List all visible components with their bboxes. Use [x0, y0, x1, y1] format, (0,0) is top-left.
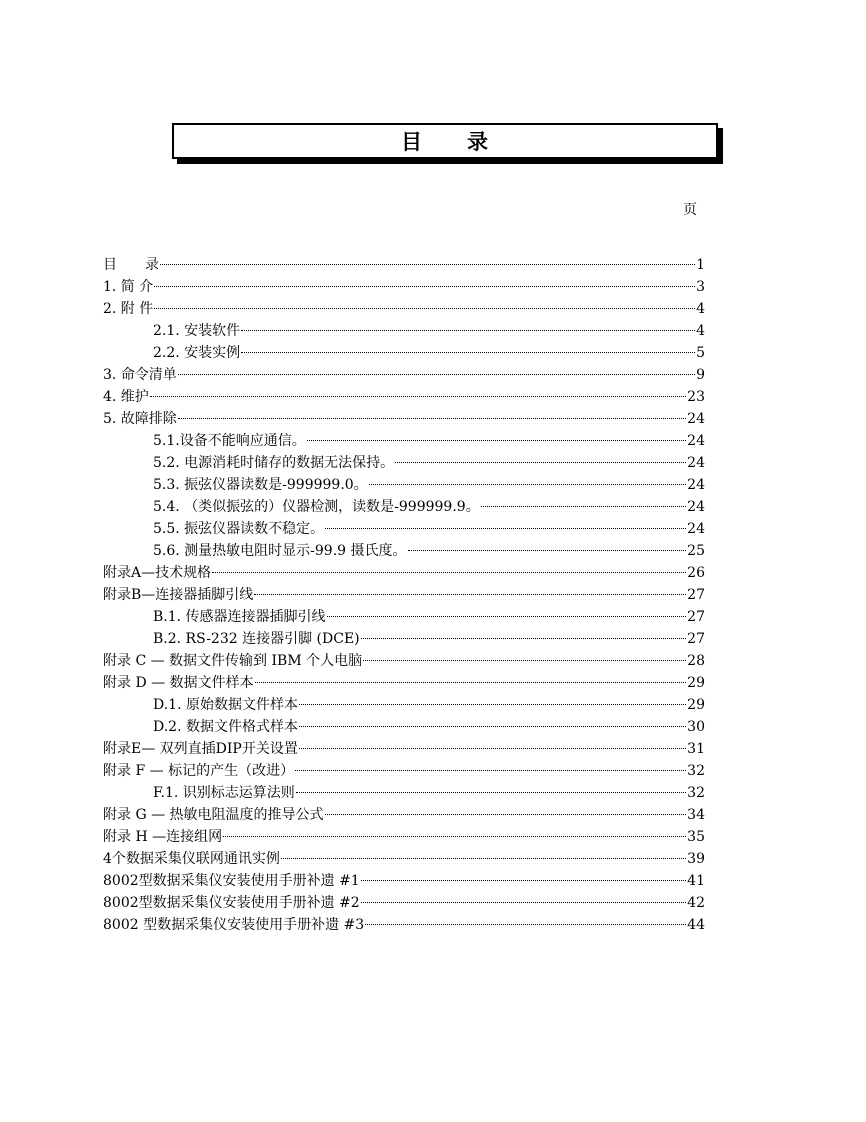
- toc-entry[interactable]: [103, 408, 705, 430]
- toc-entry[interactable]: [103, 518, 705, 540]
- toc-entry-title: 4. 维护: [103, 389, 149, 405]
- toc-entry[interactable]: [103, 870, 705, 892]
- toc-dot-leader: [255, 682, 687, 683]
- toc-dot-leader: [408, 550, 687, 551]
- toc-entry-title: 目 录: [103, 257, 159, 273]
- toc-entry-title: 8002型数据采集仪安装使用手册补遗 #1: [103, 873, 360, 889]
- toc-entry-page-number: 5: [696, 345, 705, 361]
- toc-entry-page-number: 4: [696, 301, 705, 317]
- toc-entry-title: 5. 故障排除: [103, 411, 177, 427]
- toc-entry-page-number: 42: [687, 895, 705, 911]
- toc-entry-page-number: 24: [687, 499, 705, 515]
- toc-dot-leader: [325, 528, 686, 529]
- toc-entry[interactable]: [103, 914, 705, 936]
- toc-entry[interactable]: [103, 760, 705, 782]
- toc-dot-leader: [369, 484, 686, 485]
- toc-entry[interactable]: [103, 782, 705, 804]
- toc-title-box: [172, 123, 718, 159]
- toc-entry-title: D.1. 原始数据文件样本: [153, 697, 298, 713]
- toc-entry-title: 附录 H —连接组网: [103, 829, 223, 845]
- toc-dot-leader: [223, 836, 686, 837]
- toc-entry-page-number: 9: [696, 367, 705, 383]
- toc-entry-page-number: 24: [687, 477, 705, 493]
- toc-entry[interactable]: [103, 562, 705, 584]
- toc-entry-title: F.1. 识别标志运算法则: [153, 785, 295, 801]
- toc-entry-title: D.2. 数据文件格式样本: [153, 719, 298, 735]
- toc-entry-page-number: 32: [687, 785, 705, 801]
- toc-entry[interactable]: [103, 628, 705, 650]
- toc-entry-title: 3. 命令清单: [103, 367, 177, 383]
- toc-dot-leader: [178, 374, 695, 375]
- toc-dot-leader: [481, 506, 686, 507]
- toc-dot-leader: [327, 616, 687, 617]
- toc-entry-title: 附录 G — 热敏电阻温度的推导公式: [103, 807, 324, 823]
- toc-dot-leader: [363, 660, 686, 661]
- toc-entry-title: 附录A—技术规格: [103, 565, 212, 581]
- toc-entry-page-number: 4: [696, 323, 705, 339]
- toc-dot-leader: [365, 924, 686, 925]
- toc-entry-page-number: 27: [687, 609, 705, 625]
- toc-entry[interactable]: [103, 474, 705, 496]
- toc-entry-title: B.2. RS-232 连接器引脚 (DCE): [153, 631, 360, 647]
- toc-entry-page-number: 24: [687, 433, 705, 449]
- toc-dot-leader: [361, 880, 686, 881]
- toc-entry-page-number: 35: [687, 829, 705, 845]
- toc-entry-page-number: 3: [696, 279, 705, 295]
- toc-entry-page-number: 23: [687, 389, 705, 405]
- toc-entry[interactable]: [103, 452, 705, 474]
- toc-dot-leader: [325, 814, 687, 815]
- toc-entry-title: 2. 附 件: [103, 301, 154, 317]
- toc-entry-page-number: 34: [687, 807, 705, 823]
- toc-dot-leader: [154, 308, 695, 309]
- toc-entry-title: 附录 F — 标记的产生（改进）: [103, 763, 295, 779]
- toc-dot-leader: [241, 330, 695, 331]
- toc-dot-leader: [296, 792, 686, 793]
- toc-entry[interactable]: [103, 320, 705, 342]
- toc-entry-title: 5.2. 电源消耗时储存的数据无法保持。: [153, 455, 395, 471]
- toc-dot-leader: [254, 594, 686, 595]
- toc-entry-title: 5.4. （类似振弦的）仪器检测，读数是-999999.9。: [153, 499, 480, 515]
- toc-entry[interactable]: [103, 694, 705, 716]
- toc-entry-page-number: 24: [687, 521, 705, 537]
- toc-entry[interactable]: [103, 540, 705, 562]
- toc-entry[interactable]: [103, 386, 705, 408]
- toc-entry-page-number: 32: [687, 763, 705, 779]
- toc-entry-page-number: 30: [687, 719, 705, 735]
- toc-dot-leader: [307, 440, 686, 441]
- toc-dot-leader: [395, 462, 686, 463]
- toc-dot-leader: [361, 638, 687, 639]
- toc-entry-page-number: 25: [687, 543, 705, 559]
- toc-dot-leader: [295, 770, 686, 771]
- toc-dot-leader: [178, 418, 686, 419]
- toc-entry-title: 2.1. 安装软件: [153, 323, 241, 339]
- toc-entry[interactable]: [103, 606, 705, 628]
- toc-entry-page-number: 31: [687, 741, 705, 757]
- toc-entry[interactable]: [103, 254, 705, 276]
- toc-entry-title: 附录 C — 数据文件传输到 IBM 个人电脑: [103, 653, 363, 669]
- toc-entry[interactable]: [103, 342, 705, 364]
- toc-entry-page-number: 24: [687, 455, 705, 471]
- page-column-label: 页: [683, 202, 697, 218]
- toc-entry-title: 附录E— 双列直插DIP开关设置: [103, 741, 298, 757]
- toc-entry-page-number: 29: [687, 675, 705, 691]
- toc-entry-page-number: 27: [687, 587, 705, 603]
- toc-entry-title: 5.5. 振弦仪器读数不稳定。: [153, 521, 325, 537]
- toc-dot-leader: [299, 748, 686, 749]
- toc-dot-leader: [299, 704, 686, 705]
- toc-entry-title: 4个数据采集仪联网通讯实例: [103, 851, 280, 867]
- toc-entry-title: 5.6. 测量热敏电阻时显示-99.9 摄氏度。: [153, 543, 407, 559]
- table-of-contents: [103, 254, 705, 936]
- toc-dot-leader: [160, 264, 695, 265]
- toc-dot-leader: [150, 396, 686, 397]
- toc-entry-page-number: 39: [687, 851, 705, 867]
- toc-entry[interactable]: [103, 738, 705, 760]
- toc-entry-page-number: 24: [687, 411, 705, 427]
- toc-entry-page-number: 27: [687, 631, 705, 647]
- toc-entry[interactable]: [103, 892, 705, 914]
- toc-entry-title: B.1. 传感器连接器插脚引线: [153, 609, 326, 625]
- toc-entry-title: 5.1.设备不能响应通信。: [153, 433, 306, 449]
- toc-title: 目 录: [401, 130, 489, 154]
- toc-entry-title: 附录B—连接器插脚引线: [103, 587, 254, 603]
- toc-entry[interactable]: [103, 826, 705, 848]
- toc-entry[interactable]: [103, 496, 705, 518]
- toc-entry-title: 8002型数据采集仪安装使用手册补遗 #2: [103, 895, 360, 911]
- toc-entry[interactable]: [103, 716, 705, 738]
- toc-entry[interactable]: [103, 584, 705, 606]
- toc-entry-title: 5.3. 振弦仪器读数是-999999.0。: [153, 477, 368, 493]
- toc-entry[interactable]: [103, 650, 705, 672]
- toc-entry[interactable]: [103, 276, 705, 298]
- toc-dot-leader: [361, 902, 686, 903]
- toc-dot-leader: [281, 858, 686, 859]
- toc-entry-page-number: 29: [687, 697, 705, 713]
- toc-entry-page-number: 28: [687, 653, 705, 669]
- toc-entry[interactable]: [103, 672, 705, 694]
- toc-entry[interactable]: [103, 804, 705, 826]
- toc-entry[interactable]: [103, 298, 705, 320]
- toc-entry[interactable]: [103, 364, 705, 386]
- toc-dot-leader: [241, 352, 695, 353]
- toc-entry-title: 2.2. 安装实例: [153, 345, 241, 361]
- toc-entry-page-number: 41: [687, 873, 705, 889]
- toc-dot-leader: [212, 572, 686, 573]
- toc-dot-leader: [154, 286, 695, 287]
- toc-entry[interactable]: [103, 848, 705, 870]
- toc-entry-title: 8002 型数据采集仪安装使用手册补遗 #3: [103, 917, 365, 933]
- toc-entry-page-number: 44: [687, 917, 705, 933]
- toc-entry-page-number: 26: [687, 565, 705, 581]
- toc-entry-page-number: 1: [696, 257, 705, 273]
- toc-entry-title: 附录 D — 数据文件样本: [103, 675, 254, 691]
- toc-entry[interactable]: [103, 430, 705, 452]
- toc-dot-leader: [299, 726, 686, 727]
- toc-entry-title: 1. 简 介: [103, 279, 154, 295]
